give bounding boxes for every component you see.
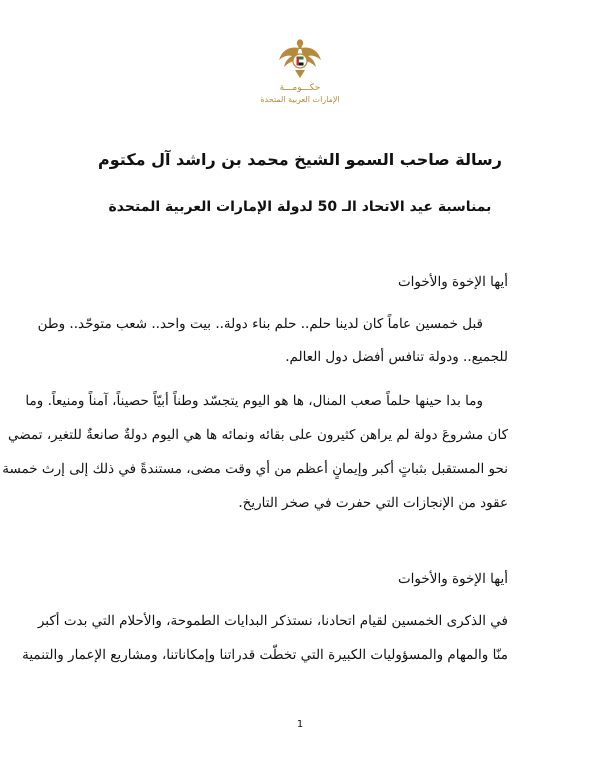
uae-label: الإمارات العربية المتحدة <box>260 95 340 104</box>
document-subtitle: بمناسبة عيد الاتحاد الـ 50 لدولة الإمارات العربية المتحدة <box>108 199 492 215</box>
paragraph-line: منّا والمهام والمسؤوليات الكبيرة التي تخطّت قدراتنا وإمكاناتنا، ومشاريع الإعمار والتنمية <box>22 647 508 663</box>
paragraph-line: للجميع.. ودولة تنافس أفضل دول العالم. <box>285 349 508 365</box>
greeting-heading: أيها الإخوة والأخوات <box>397 274 508 290</box>
paragraph-line: وما بدا حينها حلماً صعب المنال، ها هو اليوم يتجسّد وطناً أبيّاً حصيناً، آمناً ومنيعاً. وما <box>25 393 483 409</box>
document-title: رسالة صاحب السمو الشيخ محمد بن راشد آل مكتوم <box>98 150 502 169</box>
paragraph-line: كان مشروعَ دولة لم يراهن كثيرون على بقائه ونمائه ها هي اليوم دولةٌ صانعةٌ للتغير، تمضي <box>8 427 508 443</box>
government-label: حكـــومـــة <box>279 83 321 93</box>
page-number: 1 <box>296 719 304 730</box>
falcon-emblem-icon <box>276 34 324 82</box>
greeting-heading: أيها الإخوة والأخوات <box>397 571 508 587</box>
paragraph-line: نحو المستقبل بثباتٍ أكبر وإيمانٍ أعظم من أي وقت مضى، مستندةً في ذلك إلى إرث خمسة <box>2 461 508 477</box>
paragraph-line: قبل خمسين عاماً كان لدينا حلم.. حلم بناء دولة.. بيت واحد.. شعب متوحّد.. وطن <box>37 316 483 332</box>
paragraph-line: في الذكرى الخمسين لقيام اتحادنا، نستذكر البدايات الطموحة، والأحلام التي بدت أكبر <box>37 613 508 629</box>
paragraph-line: عقود من الإنجازات التي حفرت في صخر التاريخ. <box>238 495 508 511</box>
